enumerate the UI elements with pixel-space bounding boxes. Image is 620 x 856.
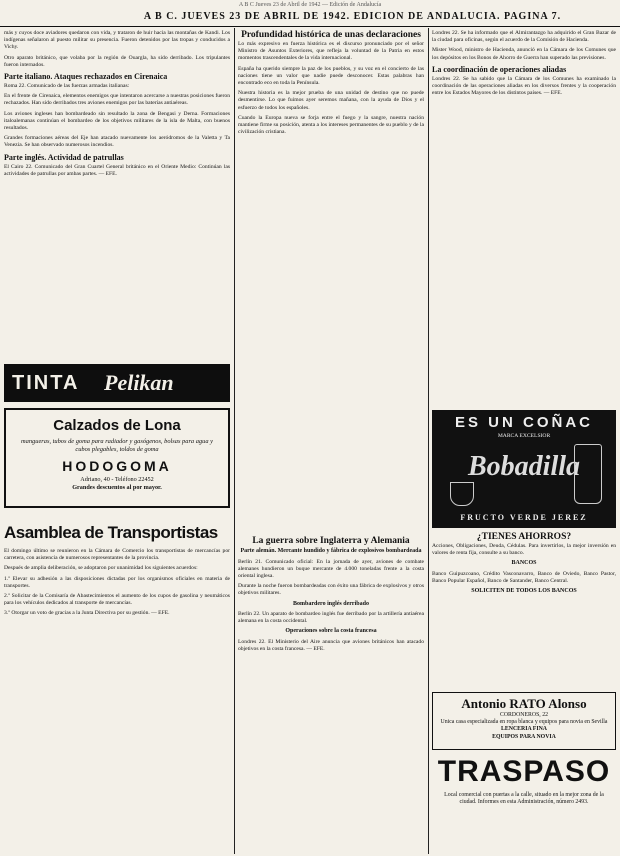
profundidad-paragraph-2: España ha querido siempre la paz de los pueblos, y su voz en el concierto de las naciones tiene un valor que nadie puede desconocer. Estas palabras han encontrado eco en toda la Península. [238, 65, 424, 87]
column-2-top [238, 30, 424, 530]
ad-traspaso [432, 754, 616, 854]
profundidad-paragraph-1: Lo más expresivo en fuerza histórica es el discurso pronunciado por el señor Ministro de Asuntos Exteriores, que refleja la voluntad de la Patria en estos momentos trascendentales de la vida internacional. [238, 41, 424, 62]
article-title-asamblea: Asamblea de Transportistas [4, 523, 218, 542]
c1-headline-english: Parte inglés. Actividad de patrullas [4, 152, 124, 162]
c1-paragraph-3: Roma 22. Comunicado de las fuerzas armadas italianas: [4, 83, 130, 90]
column-rule-1 [234, 28, 235, 854]
column-1-bottom [4, 522, 230, 854]
c1-paragraph-5: Los aviones ingleses han bombardeado sin resultado la zona de Bengasi y Derna. Formaciones italoalemanas continúan el bombardeo de los objetivos militares de la isla de Malta, con buenos resultados. [4, 110, 230, 132]
guerra-headline-operaciones: Operaciones sobre la costa francesa [285, 628, 377, 635]
guerra-paragraph-4: Londres 22. El Ministerio del Aire anuncia que aviones británicos han atacado objetivos en la costa francesa. — EFE. [238, 638, 424, 653]
bottle-icon [574, 444, 602, 504]
column-3-top [432, 30, 616, 406]
c1-headline-italian: Parte italiano. Ataques rechazados en Cirenaica [4, 72, 168, 82]
ad-rato [432, 692, 616, 750]
c1-paragraph-4: En el frente de Cirenaica, elementos enemigos que intentaron acercarse a nuestras posiciones fueron rechazados. Han sido derribados tres aviones enemigos por las baterías antiaéreas. [4, 93, 230, 107]
bancos-paragraph: Banco Guipuzcoano, Crédito Vasconavarro, Banco de Oviedo, Banco Pastor, Banco Popular Español, Banco de Santander, Banco Central. [432, 570, 616, 585]
c1-paragraph-7: El Cairo 22. Comunicado del Gran Cuartel General británico en el Oriente Medio: Continúan las actividades de patrullas por ambas partes. — EFE. [4, 163, 230, 177]
guerra-subtitle: Parte alemán. Mercante hundido y fábrica de explosivos bombardeada [240, 548, 422, 554]
asamblea-paragraph-1: El domingo último se reunieron en la Cámara de Comercio los transportistas de mercancías por carretera, con asistencia de numerosos representantes de la provincia. [4, 548, 230, 562]
ad-lona-title: Calzados de Lona [53, 417, 181, 434]
ad-conac-footer: FRUCTO VERDE JEREZ [460, 513, 588, 522]
ad-rato-line-equipos: EQUIPOS PARA NOVIA [492, 733, 556, 740]
asamblea-paragraph-3: 1.º Elevar su adhesión a las disposiciones dictadas por los organismos oficiales en materia de transportes. [4, 575, 230, 589]
ad-rato-name: Antonio RATO Alonso [461, 696, 587, 711]
c3-headline-coordinacion: La coordinación de operaciones aliadas [432, 64, 567, 74]
ahorros-title: ¿TIENES AHORROS? [476, 532, 572, 542]
bancos-heading: BANCOS [511, 560, 537, 567]
asamblea-paragraph-5: 3.º Otorgar un voto de gracias a la Junta Directiva por su gestión. — EFE. [4, 610, 170, 617]
header-top-text: A B C Jueves 23 de Abril de 1942 — Edición de Andalucía [238, 2, 382, 8]
c1-paragraph-1: más y cuyos doce aviadores quedaron con vida, y trataron de huir hacia las montañas de Kandi. Los indígenas señalaron al puesto militar su presencia. Fueron detenidos por las tropas y conducidos a Vichy. [4, 30, 230, 51]
ahorros-paragraph-1: Acciones, Obligaciones, Deuda, Cédulas. Para invertirlos, la mejor inversión en valores de renta fija, consulte a su banco. [432, 543, 616, 557]
ad-rato-line-lenceria: LENCERIA FINA [501, 726, 547, 733]
c3-paragraph-1: Londres 22. Se ha informado que el Almirantazgo ha adquirido el Gran Bazar de la ciudad para oficinas, según el acuerdo de la Comisión de Hacienda. [432, 30, 616, 44]
column-2-bottom [238, 536, 424, 854]
page-header [0, 0, 620, 27]
guerra-headline-bombardero: Bombardero inglés derribado [293, 600, 369, 607]
glass-icon [450, 482, 474, 506]
ad-conac [432, 410, 616, 528]
column-3-middle [432, 532, 616, 688]
header-line: A B C. JUEVES 23 DE ABRIL DE 1942. EDICION DE ANDALUCIA. PAGINA 7. [143, 11, 562, 22]
column-1-top [4, 30, 230, 360]
guerra-paragraph-3: Berlín 22. Un aparato de bombardeo inglés fue derribado por la artillería antiaérea alemana en la costa occidental. [238, 611, 424, 625]
asamblea-paragraph-2: Después de amplia deliberación, se adoptaron por unanimidad los siguientes acuerdos: [4, 565, 198, 572]
ad-lona-note: Grandes descuentos al por mayor. [72, 484, 162, 491]
ad-pelikan [4, 364, 230, 402]
c3-paragraph-3: Londres 22. Se ha sabido que la Cámara de los Comunes ha examinado la coordinación de las operaciones aliadas en los diversos frentes y la cooperación entre los Estados Mayores de los distintos países. — EFE. [432, 75, 616, 97]
profundidad-paragraph-4: Cuando la Europa nueva se forja entre el fuego y la sangre, nuestra nación mantiene firme su posición, atenta a los intereses permanentes de su pueblo y de la civilización cristiana. [238, 114, 424, 136]
c1-paragraph-2: Otro aparato británico, que volaba por la región de Ouargla, ha sido derribado. Los tripulantes fueron internados. [4, 54, 230, 68]
ad-pelikan-brand: Pelikan [104, 370, 174, 395]
profundidad-paragraph-3: Nuestra historia es la mejor prueba de una unidad de destino que no puede desmentirse. Lo que fuimos ayer seremos mañana, con la ayuda de Dios y el esfuerzo de todos los españoles. [238, 90, 424, 111]
column-rule-2 [428, 28, 429, 854]
guerra-paragraph-1: Berlín 21. Comunicado oficial: En la jornada de ayer, aviones de combate alemanes hundieron un buque mercante de 4.000 toneladas frente a la costa oriental inglesa. [238, 558, 424, 579]
bancos-footer: SOLICITEN DE TODOS LOS BANCOS [471, 588, 577, 595]
article-title-profundidad: Profundidad histórica de unas declaraciones [241, 30, 421, 40]
article-title-guerra: La guerra sobre Inglaterra y Alemania [252, 536, 410, 546]
ad-rato-description: Unica casa especializada en ropa blanca y equipos para novia en Sevilla [440, 719, 608, 726]
ad-rato-address: CORDONEROS, 22 [500, 712, 548, 718]
ad-calzados-lona [4, 408, 230, 508]
ad-lona-brand: HODOGOMA [62, 458, 172, 474]
c3-paragraph-2: Mister Wood, ministro de Hacienda, anunció en la Cámara de los Comunes que los depósitos en los Bonos de Ahorro de Guerra han superado las previsiones. [432, 47, 616, 61]
c1-paragraph-6: Grandes formaciones aéreas del Eje han atacado nuevamente los aeródromos de la Valetta y Ta Venezia. Se han observado numerosos incendios. [4, 135, 230, 149]
ad-pelikan-word-tinta: TINTA [12, 372, 80, 394]
guerra-paragraph-2: Durante la noche fueron bombardeadas con éxito una fábrica de explosivos y otros objetivos militares. [238, 583, 424, 597]
asamblea-paragraph-4: 2.º Solicitar de la Comisaría de Abastecimientos el aumento de los cupos de gasolina y neumáticos para los vehículos dedicados al transporte de mercancías. [4, 593, 230, 607]
ad-conac-brand: Bobadilla [467, 451, 580, 482]
ad-conac-maker: MARCA EXCELSIOR [497, 433, 551, 439]
ad-lona-description: mangueras, tubos de goma para radiador y gasógenos, bolsas para agua y cubos plegables, toldos de goma [21, 438, 213, 453]
ad-conac-title: ES UN COÑAC [454, 414, 593, 431]
ad-lona-address: Adriano, 40 - Teléfono 22452 [80, 476, 154, 483]
ad-traspaso-description: Local comercial con puertas a la calle, situado en la mejor zona de la ciudad. Informes en esta Administración, número 2493. [444, 792, 604, 806]
ad-traspaso-title: TRASPASO [437, 755, 611, 788]
